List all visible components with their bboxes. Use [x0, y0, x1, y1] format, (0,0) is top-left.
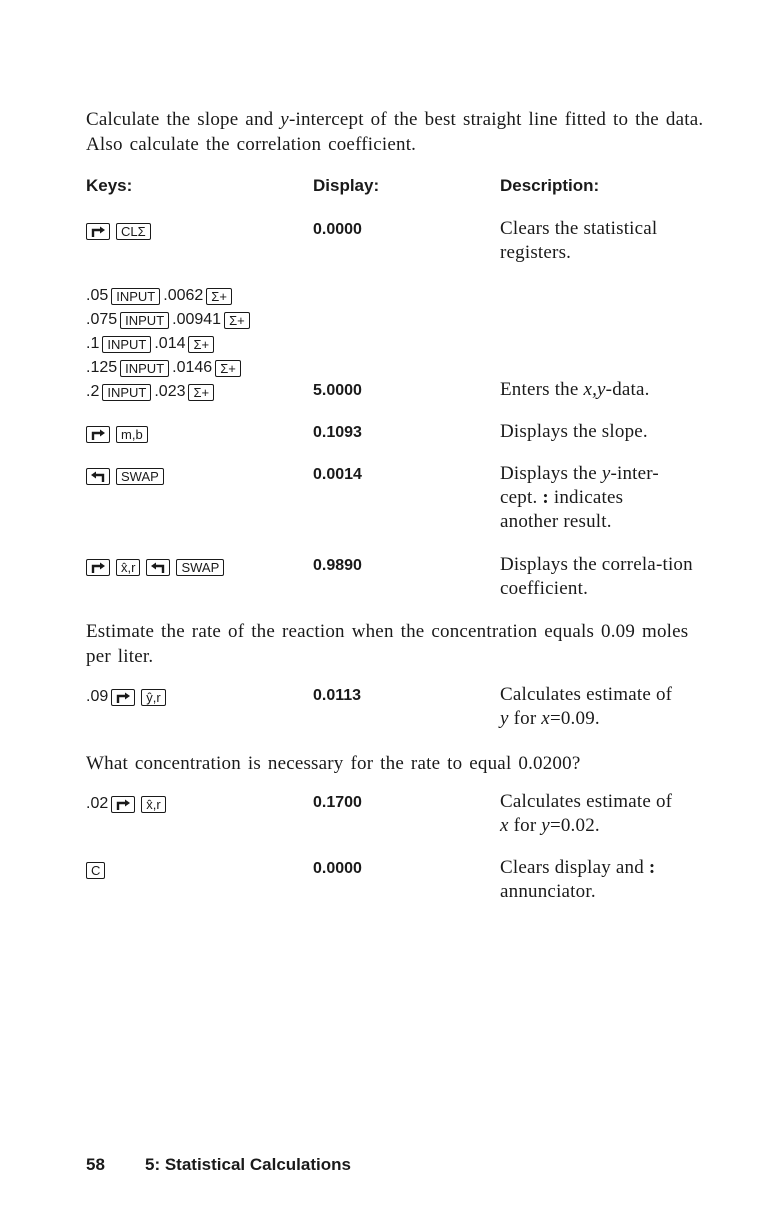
sigma-plus-key[interactable]: Σ+	[188, 336, 214, 353]
desc-text: another result.	[500, 511, 612, 532]
desc-correlation: Displays the correla-tion coefficient.	[500, 554, 693, 599]
sigma-plus-key[interactable]: Σ+	[206, 288, 232, 305]
data-entry-line	[86, 332, 253, 356]
y-value: .0146	[172, 359, 213, 376]
desc-variable: y	[601, 463, 611, 484]
x-value: .125	[86, 359, 118, 376]
swap-key[interactable]: SWAP	[176, 559, 224, 576]
left-shift-key-icon[interactable]	[86, 468, 110, 485]
x-hat-r-key[interactable]: x̂,r	[141, 796, 165, 813]
desc-clear-stats: Clears the statistical registers.	[500, 218, 658, 263]
keys-concentration	[86, 792, 169, 816]
right-shift-key-icon[interactable]	[86, 559, 110, 576]
sigma-plus-key[interactable]: Σ+	[224, 312, 250, 329]
annunciator-symbol: :	[542, 487, 549, 508]
intro-paragraph	[86, 107, 716, 157]
right-shift-key-icon[interactable]	[111, 796, 135, 813]
desc-text: for	[508, 815, 542, 836]
x-value: .1	[86, 335, 100, 352]
desc-text: Enters the	[500, 379, 584, 400]
sigma-plus-key[interactable]: Σ+	[188, 384, 214, 401]
desc-variable: x,y	[583, 379, 606, 400]
desc-text: Calculates estimate of	[500, 684, 673, 705]
display-estimate-rate: 0.0113	[313, 687, 362, 704]
desc-text: =0.09.	[549, 708, 600, 729]
desc-text: -inter-	[610, 463, 659, 484]
desc-slope: Displays the slope.	[500, 421, 648, 442]
input-key[interactable]: INPUT	[120, 312, 169, 329]
display-header: Display:	[313, 176, 380, 195]
desc-clear	[500, 856, 715, 904]
desc-text: Clears display and	[500, 857, 649, 878]
desc-text: for	[508, 708, 542, 729]
m-b-key[interactable]: m,b	[116, 426, 148, 443]
y-value: .00941	[172, 311, 222, 328]
annunciator-symbol: :	[648, 857, 656, 878]
display-intercept: 0.0014	[313, 466, 362, 483]
desc-data-entry	[500, 378, 715, 402]
data-entry-line	[86, 308, 253, 332]
page-number: 58	[86, 1155, 105, 1174]
desc-variable: y	[500, 708, 509, 729]
input-key[interactable]: INPUT	[120, 360, 169, 377]
y-value: .014	[154, 335, 186, 352]
display-clear-stats: 0.0000	[313, 221, 362, 238]
keys-intercept	[86, 464, 167, 488]
y-value: .0062	[163, 287, 204, 304]
data-entry-line	[86, 284, 253, 308]
desc-text: =0.02.	[549, 815, 600, 836]
desc-variable: x	[500, 815, 509, 836]
desc-text: cept.	[500, 487, 543, 508]
y-value: .023	[154, 383, 186, 400]
desc-variable: y	[541, 815, 550, 836]
intro-variable: y	[280, 109, 289, 130]
x-value: .075	[86, 311, 118, 328]
desc-intercept	[500, 462, 715, 534]
data-entry-line	[86, 356, 253, 380]
sigma-plus-key[interactable]: Σ+	[215, 360, 241, 377]
desc-text: Calculates estimate of	[500, 791, 673, 812]
swap-key[interactable]: SWAP	[116, 468, 164, 485]
display-data-entry: 5.0000	[313, 382, 362, 399]
input-key[interactable]: INPUT	[102, 384, 151, 401]
keys-clear	[86, 858, 108, 882]
desc-text: annunciator.	[500, 881, 596, 902]
cl-sigma-key[interactable]: CLΣ	[116, 223, 151, 240]
data-entry-line	[86, 380, 253, 404]
right-shift-key-icon[interactable]	[86, 426, 110, 443]
x-value: .09	[86, 688, 109, 705]
y-value: .02	[86, 795, 109, 812]
estimate-rate-paragraph: Estimate the rate of the reaction when the concentration equals 0.09 moles per liter.	[86, 621, 689, 667]
concentration-paragraph: What concentration is necessary for the rate to equal 0.0200?	[86, 753, 581, 774]
keys-clear-stats	[86, 219, 154, 243]
keys-estimate-rate	[86, 685, 169, 709]
y-hat-r-key[interactable]: ŷ,r	[141, 689, 165, 706]
keys-slope	[86, 422, 151, 446]
c-key[interactable]: C	[86, 862, 105, 879]
desc-variable: x	[541, 708, 550, 729]
keys-correlation	[86, 555, 227, 579]
chapter-title: 5: Statistical Calculations	[145, 1155, 351, 1174]
input-key[interactable]: INPUT	[102, 336, 151, 353]
input-key[interactable]: INPUT	[111, 288, 160, 305]
display-concentration: 0.1700	[313, 794, 362, 811]
intro-text: Calculate the slope and	[86, 109, 281, 130]
keys-data-entry	[86, 284, 253, 404]
desc-text: indicates	[548, 487, 624, 508]
left-shift-key-icon[interactable]	[146, 559, 170, 576]
desc-estimate-rate	[500, 683, 715, 731]
desc-concentration	[500, 790, 715, 838]
desc-text: -data.	[605, 379, 650, 400]
keys-header: Keys:	[86, 176, 133, 195]
right-shift-key-icon[interactable]	[111, 689, 135, 706]
description-header: Description:	[500, 176, 600, 195]
display-correlation: 0.9890	[313, 557, 362, 574]
display-clear: 0.0000	[313, 860, 362, 877]
display-slope: 0.1093	[313, 424, 362, 441]
x-hat-r-key[interactable]: x̂,r	[116, 559, 140, 576]
x-value: .2	[86, 383, 100, 400]
x-value: .05	[86, 287, 109, 304]
right-shift-key-icon[interactable]	[86, 223, 110, 240]
intro-text-rest: -intercept of the best straight line fitted to the data. Also calculate the correlation coefficient.	[86, 109, 704, 155]
desc-text: Displays the	[500, 463, 602, 484]
